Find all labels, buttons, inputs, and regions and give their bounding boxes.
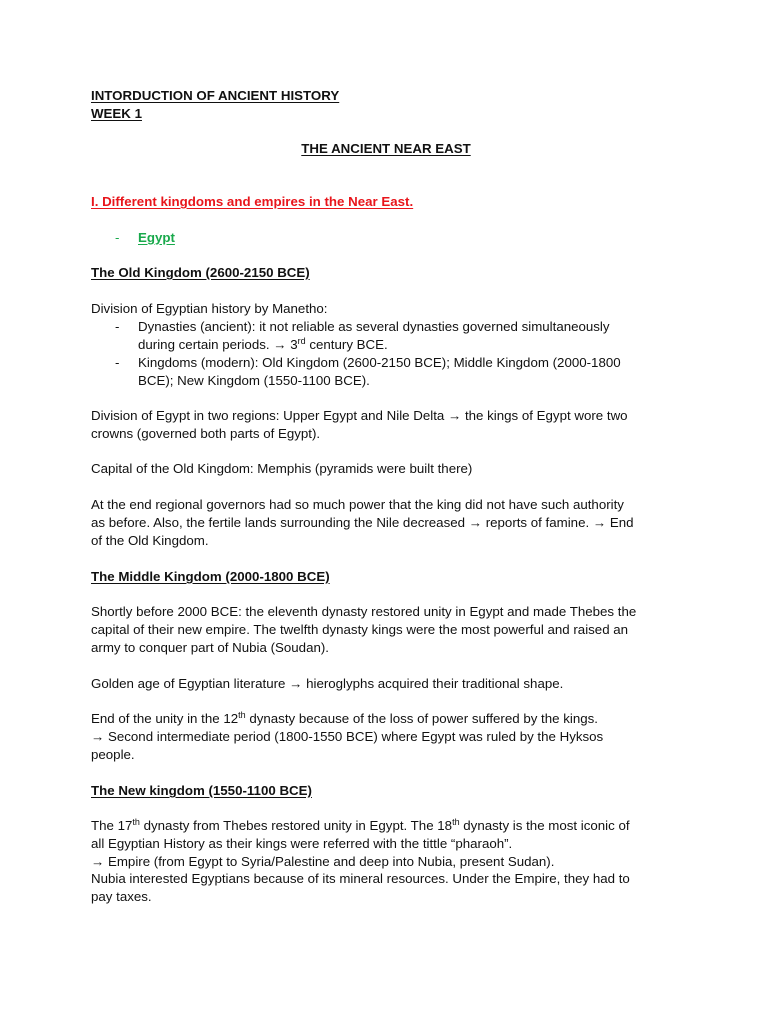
list-item-line: Dynasties (ancient): it not reliable as several dynasties governed simultaneously [138, 319, 610, 334]
end-unity-paragraph: End of the unity in the 12th dynasty because of the loss of power suffered by the kings. → Second intermediate period (1800-1550 BCE) where Egypt was ruled by the Hyksos people. [91, 710, 604, 762]
section-title: I. Different kingdoms and empires in the Near East. [91, 194, 414, 209]
new-kingdom-heading: The New kingdom (1550-1100 BCE) [91, 783, 312, 798]
list-item [115, 354, 675, 390]
list-item-line: BCE); New Kingdom (1550-1100 BCE). [138, 372, 370, 388]
topic-heading [91, 140, 681, 158]
middle-kingdom-paragraph: Shortly before 2000 BCE: the eleventh dynasty restored unity in Egypt and made Thebes the capital of their new empire. The twelfth dynasty kings were the most powerful and raised an army to conquer part of Nubia (Soudan). [91, 604, 637, 655]
end-old-kingdom-paragraph: At the end regional governors had so much power that the king did not have such authority as before. Also, the fertile lands surrounding the Nile decreased → reports of famine. → End of the Old Kingdom. [91, 497, 634, 548]
bullet-dash: - [115, 319, 120, 334]
region-egypt: Egypt [138, 230, 175, 245]
bullet-dash: - [115, 230, 120, 245]
section-heading [91, 193, 681, 211]
golden-age-paragraph: Golden age of Egyptian literature → hieroglyphs acquired their traditional shape. [91, 676, 564, 691]
new-kingdom-paragraph: The 17th dynasty from Thebes restored unity in Egypt. The 18th dynasty is the most iconic of all Egyptian History as their kings were referred with the tittle “pharaoh”. → Empire (from Egypt to Syria/Palestine and deep into Nubia, present Sudan). Nubia interested Egyptians because of its mineral resources. Under the Empire, they had to pay taxes. [91, 817, 630, 905]
list-item-line: during certain periods. → 3rd century BCE. [138, 335, 388, 352]
regions-paragraph: Division of Egypt in two regions: Upper Egypt and Nile Delta → the kings of Egypt wore two crowns (governed both parts of Egypt). [91, 408, 628, 441]
course-title: INTORDUCTION OF ANCIENT HISTORY [91, 88, 340, 103]
week-label: WEEK 1 [91, 106, 142, 121]
topic-title: THE ANCIENT NEAR EAST [301, 141, 471, 156]
capital-paragraph: Capital of the Old Kingdom: Memphis (pyramids were built there) [91, 461, 473, 476]
list-item-line: Kingdoms (modern): Old Kingdom (2600-2150 BCE); Middle Kingdom (2000-1800 [138, 355, 621, 370]
manetho-intro: Division of Egyptian history by Manetho: [91, 301, 328, 316]
old-kingdom-heading: The Old Kingdom (2600-2150 BCE) [91, 265, 310, 280]
region-bullet [115, 229, 675, 247]
list-item [115, 318, 675, 354]
bullet-dash: - [115, 355, 120, 370]
middle-kingdom-heading: The Middle Kingdom (2000-1800 BCE) [91, 569, 330, 584]
